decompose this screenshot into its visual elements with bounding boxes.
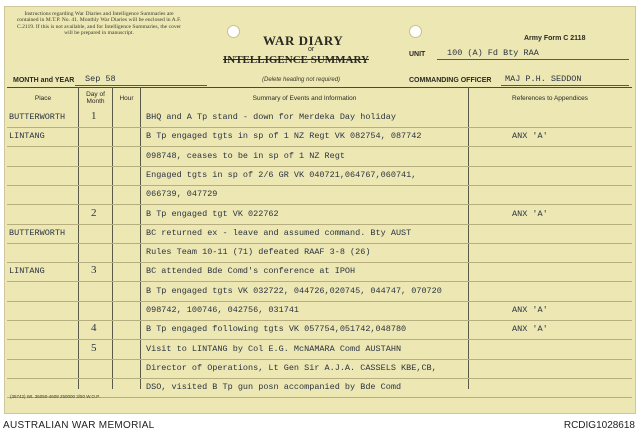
month-year-value: Sep 58 bbox=[85, 74, 116, 84]
archive-caption: AUSTRALIAN WAR MEMORIAL bbox=[3, 420, 155, 431]
row-place: LINTANG bbox=[9, 131, 45, 142]
row-summary-text: 098748, ceases to be in sp of 1 NZ Regt bbox=[146, 150, 345, 161]
row-summary-text: BHQ and A Tp stand - down for Merdeka Day holiday bbox=[146, 112, 396, 122]
row-summary-text: BC returned ex - leave and assumed command. Bty AUST bbox=[146, 227, 412, 238]
row-summary-text: Director of Operations, Lt Gen Sir A.J.A. CASSELS KBE,CB, bbox=[146, 362, 437, 373]
unit-value: 100 (A) Fd Bty RAA bbox=[447, 48, 539, 58]
column-divider bbox=[112, 87, 113, 389]
commanding-officer-value: MAJ P.H. SEDDON bbox=[505, 74, 582, 84]
delete-heading-note: (Delete heading not required) bbox=[262, 77, 341, 83]
row-summary-text: BC attended Bde Comd's conference at IPOH bbox=[146, 266, 356, 277]
unit-label: UNIT bbox=[409, 51, 426, 58]
army-form-number: Army Form C 2118 bbox=[524, 35, 586, 42]
row-day: 4 bbox=[91, 322, 97, 335]
punch-hole-right bbox=[409, 25, 422, 38]
row-rule bbox=[7, 146, 632, 147]
archive-reference: RCDIG1028618 bbox=[563, 420, 635, 431]
row-rule bbox=[7, 224, 632, 225]
unit-underline bbox=[437, 59, 629, 60]
row-summary-text: B Tp engaged tgts in sp of 1 NZ Regt VK 082754, 087742 bbox=[146, 131, 422, 142]
row-summary-text: 098742, 100746, 042756, 031741 bbox=[146, 305, 300, 315]
row-place: LINTANG bbox=[9, 266, 45, 277]
header-references: References to Appendices bbox=[512, 95, 588, 102]
row-summary-text: Visit to LINTANG by Col E.G. McNAMARA Comd AUSTAHN bbox=[146, 343, 402, 354]
row-summary-text: Engaged tgts in sp of 2/6 GR VK 040721,064767,060741, bbox=[146, 169, 417, 180]
row-day: 2 bbox=[91, 206, 97, 219]
row-appendix-ref: ANX 'A' bbox=[512, 131, 548, 142]
header-day-of-month: Day of Month bbox=[86, 91, 105, 105]
row-rule bbox=[7, 243, 632, 244]
table-top-rule bbox=[7, 87, 632, 88]
row-summary-text: B Tp engaged tgts VK 032722, 044726,020745, 044747, 070720 bbox=[146, 285, 442, 296]
column-divider bbox=[468, 87, 469, 389]
form-printer-footer: (35742) Wt. 36050-4608 250000 3/50 W.O.P. bbox=[10, 394, 100, 399]
war-diary-title: WAR DIARY bbox=[263, 33, 344, 48]
row-summary-text: B Tp engaged following tgts VK 057754,051742,048780 bbox=[146, 324, 407, 335]
header-hour: Hour bbox=[119, 95, 134, 102]
header-summary: Summary of Events and Information bbox=[252, 95, 357, 102]
row-summary-text: 066739, 047729 bbox=[146, 189, 218, 200]
row-rule bbox=[7, 204, 632, 205]
row-rule bbox=[7, 339, 632, 340]
row-day: 5 bbox=[91, 341, 97, 354]
row-appendix-ref: ANX 'A' bbox=[512, 208, 548, 219]
row-rule bbox=[7, 359, 632, 360]
column-divider bbox=[78, 87, 79, 389]
commanding-officer-label: COMMANDING OFFICER bbox=[409, 77, 492, 84]
row-summary-text: Rules Team 10-11 (71) defeated RAAF 3-8 (26) bbox=[146, 247, 371, 258]
row-rule bbox=[7, 281, 632, 282]
row-rule bbox=[7, 262, 632, 263]
row-place: BUTTERWORTH bbox=[9, 112, 66, 122]
month-underline bbox=[75, 85, 207, 86]
instructions-text: Instructions regarding War Diaries and Intelligence Summaries are contained in M.T.P. No. 41. Monthly War Diaries will be enclosed in A.F. C.2119. If this is not available, and for Intelligence Summaries, the cover will be prepared in manuscript. bbox=[16, 11, 182, 37]
punch-hole-left bbox=[227, 25, 240, 38]
intelligence-summary-title: INTELLIGENCE SUMMARY bbox=[223, 54, 369, 66]
row-rule bbox=[7, 127, 632, 128]
month-year-label: MONTH and YEAR bbox=[13, 77, 75, 84]
row-appendix-ref: ANX 'A' bbox=[512, 305, 548, 315]
row-rule bbox=[7, 185, 632, 186]
header-place: Place bbox=[34, 95, 52, 102]
row-summary-text: DSO, visited B Tp gun posn accompanied by Bde Comd bbox=[146, 382, 402, 393]
row-rule bbox=[7, 320, 632, 321]
column-divider bbox=[140, 87, 141, 389]
row-rule bbox=[7, 301, 632, 302]
row-day: 3 bbox=[91, 264, 97, 277]
row-day: 1 bbox=[91, 110, 97, 122]
row-summary-text: B Tp engaged tgt VK 022762 bbox=[146, 208, 279, 219]
title-or: or bbox=[308, 46, 315, 53]
row-rule bbox=[7, 397, 632, 398]
row-place: BUTTERWORTH bbox=[9, 227, 66, 238]
officer-underline bbox=[501, 85, 629, 86]
row-rule bbox=[7, 378, 632, 379]
row-appendix-ref: ANX 'A' bbox=[512, 324, 548, 335]
row-rule bbox=[7, 166, 632, 167]
